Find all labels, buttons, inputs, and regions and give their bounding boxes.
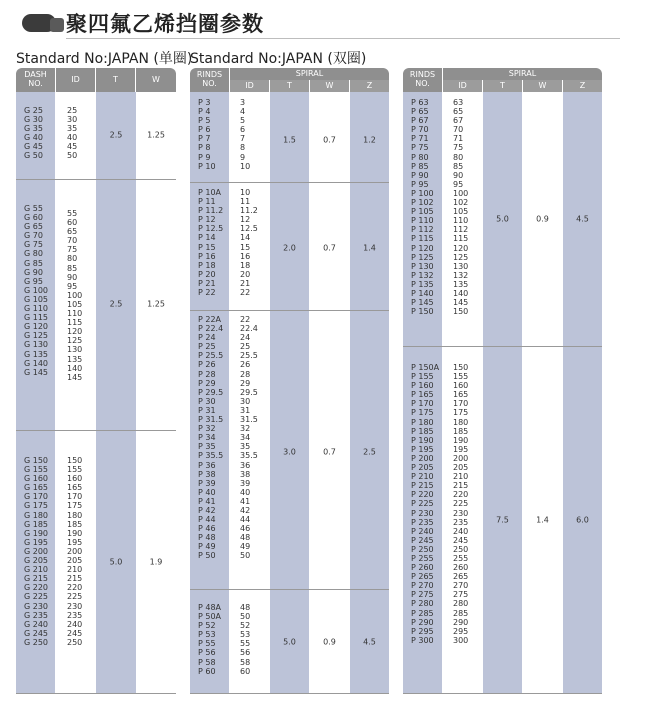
w-value: 0.9 (323, 637, 336, 647)
t-column-shade (483, 92, 522, 693)
id-list: 10 11 11.2 12 12.5 14 15 16 18 20 21 22 (240, 188, 258, 298)
w-value: 1.25 (147, 130, 165, 140)
group-divider (403, 346, 602, 347)
table-bottom-line (190, 693, 389, 694)
t-value: 3.0 (283, 447, 296, 457)
z-value: 6.0 (576, 515, 589, 525)
title-bullet-icon-secondary (50, 18, 64, 32)
t-value: 2.0 (283, 243, 296, 253)
z-column-shade (563, 92, 602, 693)
id-list: 22 22.4 24 25 25.5 26 28 29 29.5 30 31 31.5 32 34 35 35.5 36 38 39 40 41 42 44 46 48 49 50 (240, 315, 258, 561)
table-bottom-line (403, 693, 602, 694)
left-table-subtitle: Standard No:JAPAN (单圈) (16, 51, 193, 67)
id-list: 55 60 65 70 75 80 85 90 95 100 105 110 115 120 125 130 135 140 145 (67, 209, 83, 382)
title-divider (66, 38, 620, 39)
header-spiral: SPIRAL (230, 68, 389, 80)
w-value: 1.9 (149, 557, 163, 567)
page-header (20, 8, 620, 38)
t-value: 2.5 (109, 299, 123, 309)
rinds-list: P 10A P 11 P 11.2 P 12 P 12.5 P 14 P 15 P 16 P 18 P 20 P 21 P 22 (198, 188, 224, 298)
header-w: W (136, 68, 176, 92)
z-value: 4.5 (363, 637, 376, 647)
t-value: 7.5 (496, 515, 509, 525)
group-divider (190, 182, 389, 183)
header-w: W (310, 80, 349, 92)
id-list: 150 155 160 165 170 175 180 185 190 195 200 205 210 215 220 225 230 235 240 245 250 (67, 456, 83, 647)
w-value: 1.4 (536, 515, 549, 525)
header-id: ID (230, 80, 269, 92)
table-bottom-line (16, 693, 176, 694)
dash-list: G 25 G 30 G 35 G 40 G 45 G 50 (24, 106, 43, 161)
z-value: 1.4 (363, 243, 376, 253)
id-list: 48 50 52 53 55 56 58 60 (240, 603, 251, 676)
w-value: 0.7 (323, 243, 336, 253)
double-ring-table-1 (190, 68, 389, 694)
header-spiral: SPIRAL (443, 68, 602, 80)
t-value: 5.0 (109, 557, 123, 567)
dash-list: G 55 G 60 G 65 G 70 G 75 G 80 G 85 G 90 G 95 G 100 G 105 G 110 G 115 G 120 G 125 G 130 G 135 G 140 G 145 (24, 204, 49, 377)
header-z: Z (563, 80, 602, 92)
rinds-list: P 3 P 4 P 5 P 6 P 7 P 8 P 9 P 10 (198, 98, 216, 171)
z-value: 2.5 (363, 447, 376, 457)
t-column-shade (96, 92, 136, 693)
double-ring-table-2 (403, 68, 602, 694)
id-list: 25 30 35 40 45 50 (67, 106, 78, 161)
group-divider (16, 430, 176, 431)
page-title: 聚四氟乙烯挡圈参数 (66, 12, 264, 36)
rinds-list: P 150A P 155 P 160 P 165 P 170 P 175 P 180 P 185 P 190 P 195 P 200 P 205 P 210 P 215 P 220 P 225 P 230 P 235 P 240 P 245 P 250 P 255 P 260 P 265 P 270 P 275 P 280 P 285 P 290 P 295 P 300 (411, 363, 440, 645)
id-list: 3 4 5 6 7 8 9 10 (240, 98, 251, 171)
mid-table-subtitle: Standard No:JAPAN (双圈) (190, 51, 367, 67)
t-value: 5.0 (496, 214, 509, 224)
header-dash-no: DASH NO. (16, 68, 55, 92)
single-ring-table (16, 68, 176, 694)
header-t: T (96, 68, 135, 92)
rinds-list: P 22A P 22.4 P 24 P 25 P 25.5 P 26 P 28 P 29 P 29.5 P 30 P 31 P 31.5 P 32 P 34 P 35 P 35.5 P 36 P 38 P 39 P 40 P 41 P 42 P 44 P 46 P 48 P 49 P 50 (198, 315, 224, 561)
header-rinds-no: RINDS NO. (403, 68, 442, 92)
group-divider (16, 179, 176, 180)
header-id: ID (443, 80, 482, 92)
t-value: 2.5 (109, 130, 123, 140)
id-list: 63 65 67 70 71 75 80 85 90 95 100 102 105 110 112 115 120 125 130 132 135 140 145 150 (453, 98, 469, 317)
rinds-list: P 48A P 50A P 52 P 53 P 55 P 56 P 58 P 60 (198, 603, 222, 676)
z-value: 4.5 (576, 214, 589, 224)
header-z: Z (350, 80, 389, 92)
z-value: 1.2 (363, 135, 376, 145)
rinds-list: P 63 P 65 P 67 P 70 P 71 P 75 P 80 P 85 P 90 P 95 P 100 P 102 P 105 P 110 P 112 P 115 P 120 P 125 P 130 P 132 P 135 P 140 P 145 P 150 (411, 98, 434, 317)
group-divider (190, 310, 389, 311)
header-w: W (523, 80, 562, 92)
w-value: 0.7 (323, 447, 336, 457)
dash-list: G 150 G 155 G 160 G 165 G 170 G 175 G 180 G 185 G 190 G 195 G 200 G 205 G 210 G 215 G 220 G 225 G 230 G 235 G 240 G 245 G 250 (24, 456, 49, 647)
id-list: 150 155 160 165 170 175 180 185 190 195 200 205 210 215 220 225 230 235 240 245 250 255 260 265 270 275 280 285 290 295 300 (453, 363, 469, 645)
w-value: 0.7 (323, 135, 336, 145)
w-value: 0.9 (536, 214, 549, 224)
t-value: 5.0 (283, 637, 296, 647)
header-rinds-no: RINDS NO. (190, 68, 229, 92)
w-value: 1.25 (147, 299, 165, 309)
t-value: 1.5 (283, 135, 296, 145)
header-t: T (270, 80, 309, 92)
header-t: T (483, 80, 522, 92)
group-divider (190, 589, 389, 590)
header-id: ID (56, 68, 95, 92)
